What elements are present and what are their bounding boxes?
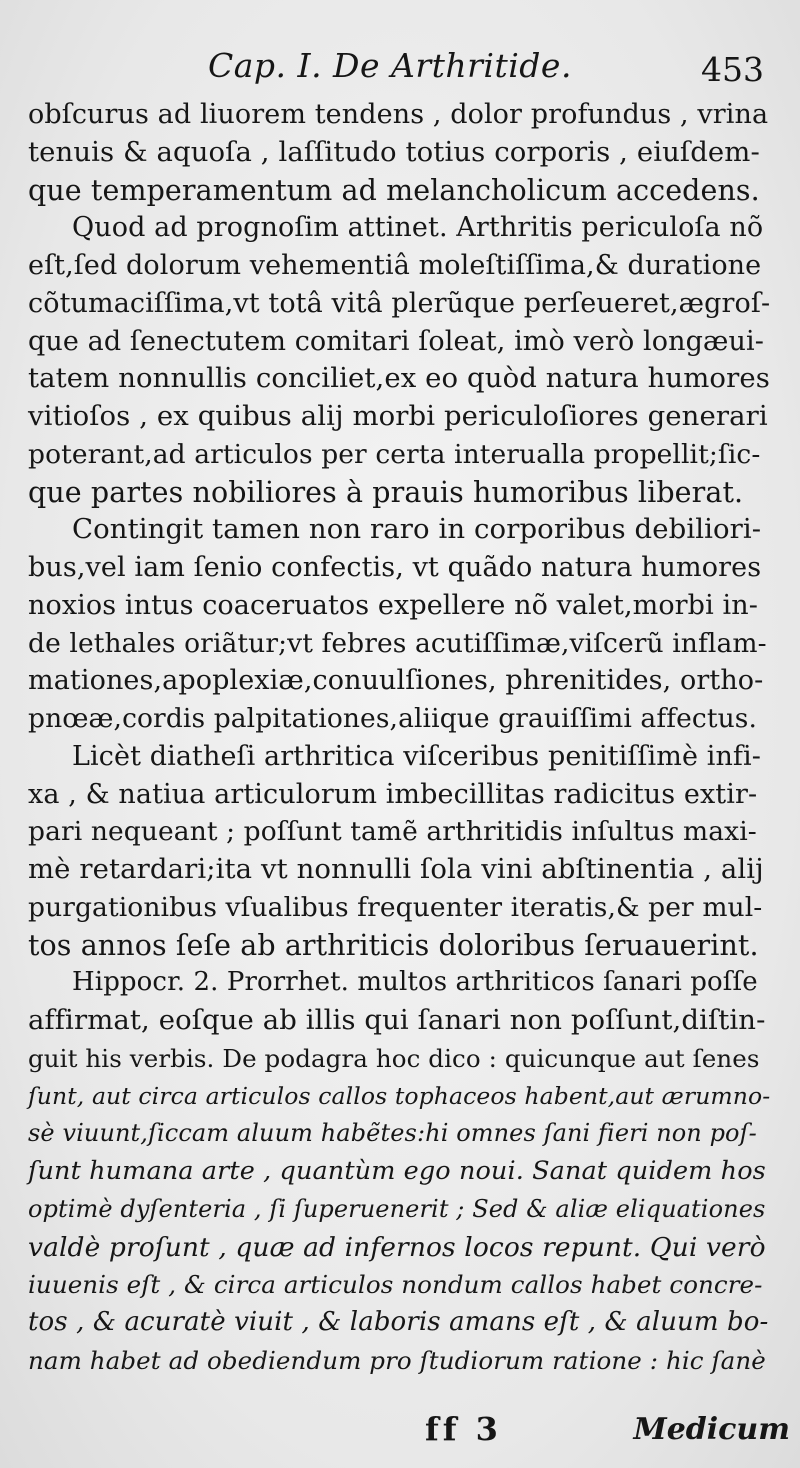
text-line: obſcurus ad liuorem tendens , dolor profundus , vrina: [28, 99, 769, 130]
text-line: mè retardari;ita vt nonnulli ſola vini abſtinentia , alij: [28, 853, 764, 885]
page-footer: [0, 1410, 800, 1454]
text-line: tos , & acuratè viuit , & laboris amans eſt , & aluum bo-: [28, 1307, 769, 1337]
body-text: [28, 96, 770, 1380]
text-line: que ad ſenectutem comitari ſoleat, imò verò longæui-: [28, 325, 764, 357]
text-line: tenuis & aquoſa , laſſitudo totius corporis , eiuſdem-: [28, 135, 760, 168]
text-line: guit his verbis. De podagra hoc dico : quicunque aut ſenes: [28, 1043, 760, 1073]
signature-mark: ff 3: [425, 1410, 502, 1448]
text-line: optimè dyſenteria , ſi ſuperuenerit ; Sed & aliæ eliquationes: [28, 1194, 766, 1223]
page-number: 453: [701, 50, 764, 89]
text-line: tatem nonnullis conciliet,ex eo quòd natura humores: [28, 362, 770, 395]
text-line: Hippocr. 2. Prorrhet. multos arthriticos ſanari poſſe: [72, 967, 758, 998]
text-line: Quod ad prognoſim attinet. Arthritis periculoſa nõ: [72, 212, 764, 244]
text-line: cõtumaciſſima,vt totâ vitâ plerũque perſeueret,ægroſ-: [28, 287, 771, 319]
text-line: pnœæ,cordis palpitationes,aliique grauiſſimi affectus.: [28, 703, 757, 734]
text-line: sè viuunt,ſiccam aluum habẽtes:hi omnes ſani fieri non poſ-: [28, 1119, 757, 1148]
text-line: purgationibus vſualibus frequenter iteratis,& per mul-: [28, 891, 763, 923]
text-line: Contingit tamen non raro in corporibus debiliori-: [72, 513, 762, 546]
running-title: Cap. I. De Arthritide.: [208, 46, 572, 85]
text-line: ſunt, aut circa articulos callos tophaceos habent,aut ærumno-: [28, 1081, 771, 1110]
text-line: xa , & natiua articulorum imbecillitas radicitus extir-: [28, 778, 758, 810]
catchword: Medicum: [633, 1412, 790, 1447]
text-line: vitioſos , ex quibus alij morbi periculoſiores generari: [28, 400, 768, 432]
text-line: Licèt diatheſi arthritica viſceribus penitiſſimè infi-: [72, 740, 761, 772]
text-line: bus,vel iam ſenio confectis, vt quãdo natura humores: [28, 552, 762, 583]
text-line: mationes,apoplexiæ,conuulſiones, phrenitides, ortho-: [28, 665, 764, 697]
text-line: poterant,ad articulos per certa interualla propellit;ſic-: [28, 438, 761, 470]
text-line: ſunt humana arte , quantùm ego noui. Sanat quidem hos: [28, 1156, 766, 1186]
text-line: que partes nobiliores à prauis humoribus liberat.: [28, 475, 744, 509]
text-line: valdè proſunt , quæ ad infernos locos repunt. Qui verò: [28, 1231, 766, 1263]
text-line: de lethales oriãtur;vt febres acutiſſimæ,viſcerũ inflam-: [28, 627, 767, 659]
text-line: pari nequeant ; poſſunt tamẽ arthritidis inſultus maxi-: [28, 816, 757, 848]
text-line: que temperamentum ad melancholicum accedens.: [28, 173, 760, 207]
text-line: noxios intus coaceruatos expellere nõ valet,morbi in-: [28, 589, 758, 621]
page-header: [0, 40, 800, 90]
text-line: iuuenis eſt , & circa articulos nondum callos habet concre-: [28, 1270, 763, 1300]
text-line: nam habet ad obediendum pro ſtudiorum ratione : hic ſanè: [28, 1345, 766, 1375]
text-line: tos annos ſeſe ab arthriticis doloribus ſeruauerint.: [28, 928, 759, 962]
text-line: eſt,ſed dolorum vehementiâ moleſtiſſima,& duratione: [28, 250, 762, 281]
text-line: affirmat, eoſque ab illis qui ſanari non poſſunt,diſtin-: [28, 1004, 766, 1036]
